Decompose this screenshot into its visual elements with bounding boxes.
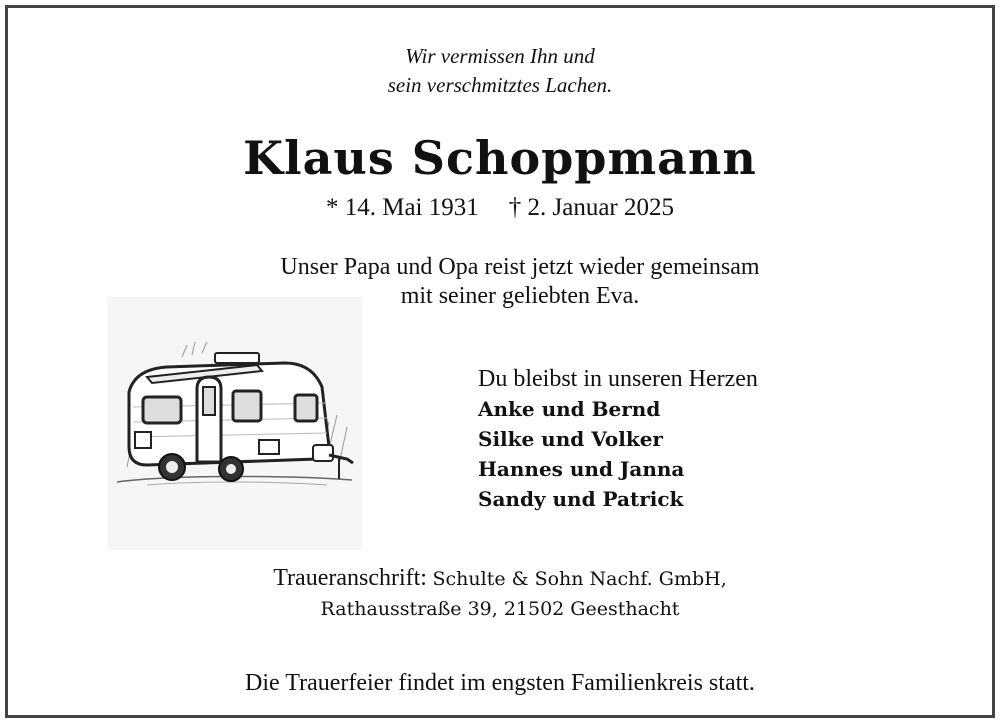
caravan-illustration <box>107 297 362 550</box>
message-line-1: Unser Papa und Opa reist jetzt wieder gemeinsam <box>280 254 760 280</box>
family-member: Hannes und Janna <box>478 457 685 481</box>
address-line-2: Rathausstraße 39, 21502 Geesthacht <box>320 598 680 620</box>
death-date: † 2. Januar 2025 <box>508 194 675 221</box>
family-member: Anke und Bernd <box>478 397 661 421</box>
family-member: Sandy und Patrick <box>478 487 684 511</box>
quote <box>0 42 1000 100</box>
address-line-1: Schulte & Sohn Nachf. GmbH, <box>432 568 727 590</box>
ceremony-note: Die Trauerfeier findet im engsten Familienkreis statt. <box>245 670 755 696</box>
family-list <box>478 364 758 514</box>
message-line-2: mit seiner geliebten Eva. <box>400 283 640 309</box>
address-label: Traueranschrift: <box>273 565 427 591</box>
family-member: Silke und Volker <box>478 427 663 451</box>
deceased-name: Klaus Schoppmann <box>243 131 757 185</box>
birth-date: * 14. Mai 1931 <box>325 194 479 221</box>
mourning-address <box>0 563 1000 624</box>
quote-line-2: sein verschmitztes Lachen. <box>387 73 613 97</box>
quote-line-1: Wir vermissen Ihn und <box>405 44 595 68</box>
life-dates <box>0 192 1000 224</box>
caravan-icon <box>107 297 362 550</box>
family-intro: Du bleibst in unseren Herzen <box>478 366 758 392</box>
